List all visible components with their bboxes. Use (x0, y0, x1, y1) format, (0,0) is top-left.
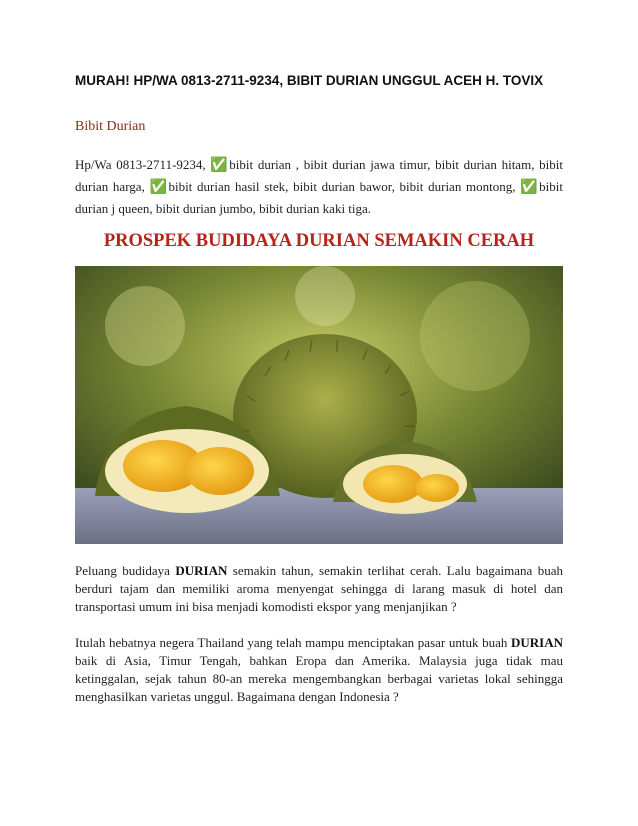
body-paragraph-1 (75, 562, 563, 616)
p1-text-after: semakin tahun, semakin terlihat cerah. Lalu bagaimana buah berduri tajam dan memiliki aroma menyengat sehingga di larang masuk di hotel dan transportasi umum ini bisa menjadi komodisti ekspor yang menjanjikan ? (75, 563, 563, 614)
check-mark-icon: ✅ (149, 180, 169, 195)
p2-text-before: Itulah hebatnya negera Thailand yang telah mampu menciptakan pasar untuk buah (75, 635, 511, 650)
body-paragraph-2 (75, 634, 563, 706)
category-link[interactable]: Bibit Durian (75, 119, 146, 134)
check-mark-icon: ✅ (210, 158, 230, 173)
intro-text-4: bibit durian j queen, bibit durian jumbo, bibit durian kaki tiga. (75, 179, 563, 216)
intro-text-3: bibit durian hasil stek, bibit durian bawor, bibit durian montong, (168, 179, 521, 194)
p1-bold-durian: DURIAN (175, 563, 228, 578)
durian-image-icon (75, 266, 563, 544)
document-title: MURAH! HP/WA 0813-2711-9234, BIBIT DURIAN UNGGUL ACEH H. TOVIX (75, 73, 544, 88)
section-heading: PROSPEK BUDIDAYA DURIAN SEMAKIN CERAH (103, 231, 535, 251)
p2-bold-durian: DURIAN (511, 635, 563, 650)
p1-text-before: Peluang budidaya (75, 563, 176, 578)
intro-paragraph (75, 154, 563, 219)
check-mark-icon: ✅ (520, 180, 540, 195)
p2-text-after: baik di Asia, Timur Tengah, bahkan Eropa dan Amerika. Malaysia juga tidak mau ketinggalan, sejak tahun 80-an mereka mengembangkan berbagai varietas lokal sehingga menghasilkan varietas unggul. Bagaimana dengan Indonesia ? (75, 653, 563, 704)
durian-photo (75, 266, 563, 544)
intro-text-1: Hp/Wa 0813-2711-9234, (75, 157, 211, 172)
intro-text-2: bibit durian , bibit durian jawa timur, bibit durian hitam, bibit durian harga, (75, 157, 563, 194)
